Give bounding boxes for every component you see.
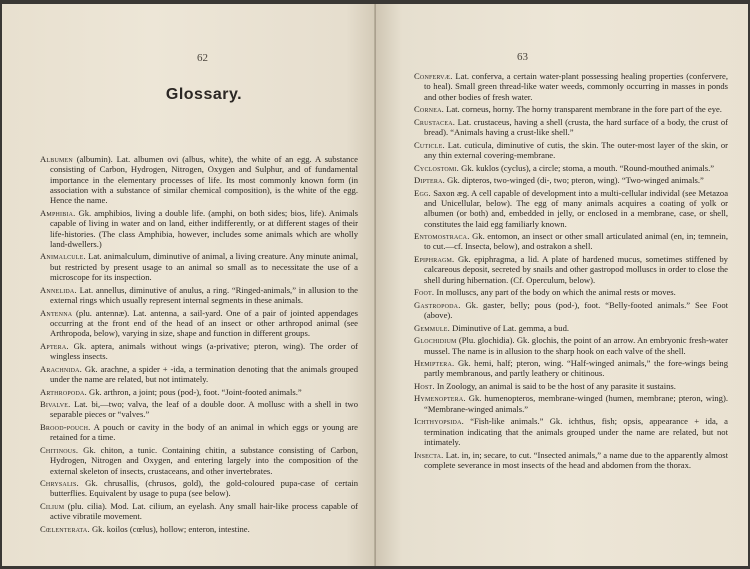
entry-term: Aptera. (40, 340, 69, 351)
entry-definition: Lat. annellus, diminutive of anulus, a ring. “Ringed-animals,” in allusion to the external rings which usually represent internal segments in these animals. (50, 284, 358, 306)
entry-definition: Saxon æg. A cell capable of development into a multi-cellular individal (see Metazoa and Unicellular, below). The egg of many animals acquires a coating of yolk or albumen (or both) and, embedded in jelly, or enclosed in a membrane, case, or shell, constitutes the laid egg familiarly known. (424, 187, 729, 229)
entry-term: Egg. (414, 187, 431, 198)
entry-term: Chitinous. (40, 444, 79, 455)
entry-term: Arthropoda. (40, 386, 87, 397)
left-glossary-entries (40, 154, 358, 536)
glossary-entry (414, 416, 728, 447)
entry-definition: Lat. bi,—two; valva, the leaf of a double door. A mollusc with a shell in two separable pieces or “valves.” (50, 399, 358, 420)
glossary-entry (414, 335, 728, 356)
entry-definition: Gk. epiphragma, a lid. A plate of hardened mucus, sometimes stiffened by calcareous deposit, secreted by snails and other gastropod molluscs in order to close the shell during hibernation. (Cf. Operculum, below). (424, 254, 728, 285)
glossary-entry (40, 399, 358, 420)
entry-term: Crustacea. (414, 116, 456, 127)
entry-definition: Gk. kuklos (cyclus), a circle; stoma, a mouth. “Round-mouthed animals.” (461, 162, 715, 173)
glossary-entry (414, 104, 728, 114)
glossary-entry (40, 364, 358, 385)
entry-definition: Lat. cuticula, diminutive of cutis, the skin. The outer-most layer of the skin, or any thin external covering-membrane. (424, 139, 728, 160)
entry-definition: “Fish-like animals.” Gk. ichthus, fish; opsis, appearance + ida, a termination indicating that the animals grouped under the name are related, but not intimately. (424, 416, 728, 447)
entry-term: Cilium (40, 500, 65, 511)
entry-definition: Gk. arthron, a joint; pous (pod-), foot. “Joint-footed animals.” (89, 386, 302, 397)
glossary-entry (40, 422, 358, 443)
entry-definition: Lat. corneus, horny. The horny transparent membrane in the fore part of the eye. (446, 104, 722, 115)
entry-definition: Lat. crustaceus, having a shell (crusta, the hard surface of a body, the crust of bread). “Animals having a crust-like shell.” (424, 116, 728, 138)
entry-term: Gastropoda. (414, 299, 461, 310)
glossary-entry (40, 308, 358, 339)
glossary-title: Glossary. (165, 86, 243, 103)
entry-definition: Gk. aptera, animals without wings (a-privative; pteron, wing). The order of wingless insects. (50, 340, 359, 362)
entry-definition: Gk. dipteros, two-winged (di-, two; pteron, wing). “Two-winged animals.” (447, 175, 704, 186)
entry-definition: Lat. in, in; secare, to cut. “Insected animals,” a name due to the apparently almost complete severance in most insects of the head and abdomen from the thorax. (424, 449, 728, 470)
glossary-entry (414, 358, 728, 379)
glossary-entry (40, 524, 358, 534)
entry-term: Amphibia. (40, 207, 76, 218)
entry-term: Brood-pouch. (40, 421, 91, 432)
entry-term: Cyclostomi. (414, 162, 459, 173)
entry-term: Cœlenterata. (40, 523, 90, 534)
right-glossary-entries (414, 71, 728, 472)
entry-definition: (albumin). Lat. albumen ovi (albus, white), the white of an egg. A substance consisting of Carbon, Hydrogen, Nitrogen, Oxygen and Sulphur, and of fundamental importance in the elementary processes of life. Its most commonly known form (in association with a substance of similar chemical composition), is the white of the egg. Hence the name. (50, 154, 358, 206)
entry-definition: (Plu. glochidia). Gk. glochis, the point of an arrow. An embryonic fresh-water mussel. The name is in allusion to the sharp hook on each valve of the shell. (424, 335, 728, 356)
entry-term: Confervæ. (414, 71, 453, 81)
entry-definition: In Zoology, an animal is said to be the host of any parasite it sustains. (436, 380, 676, 391)
entry-definition: Lat. animalculum, diminutive of animal, a living creature. Any minute animal, but restricted by present usage to an animal so small as to necessitate the use of a microscope for its inspection. (50, 251, 358, 283)
glossary-entry (414, 71, 728, 102)
entry-term: Diptera. (414, 175, 445, 186)
glossary-entry (414, 175, 728, 185)
entry-definition: Gk. chiton, a tunic. Containing chitin, a substance consisting of Carbon, Hydrogen, Nitrogen and Oxygen, and entering largely into the composition of the external skeleton of insects, crustaceans, and other invertebrates. (50, 444, 358, 476)
glossary-entry (40, 445, 358, 476)
entry-term: Foot. (414, 287, 435, 298)
entry-definition: In molluscs, any part of the body on which the animal rests or moves. (436, 287, 676, 298)
entry-definition: Gk. gaster, belly; pous (pod-), foot. “Belly-footed animals.” See Foot (above). (424, 299, 729, 321)
glossary-entry (414, 450, 728, 471)
glossary-entry (414, 287, 728, 297)
right-page (376, 4, 748, 566)
entry-term: Hemiptera. (414, 358, 455, 369)
entry-definition: (plu. antennæ). Lat. antenna, a sail-yard. One of a pair of jointed appendages occurring at the front end of the head of an insect or other arthropod animal (see Arthropoda, below), varying in size, shape and function in different groups. (50, 307, 358, 339)
entry-term: Host. (414, 380, 435, 391)
glossary-entry (414, 231, 728, 252)
entry-definition: Gk. hemi, half; pteron, wing. “Half-winged animals,” the fore-wings being partly membranous, and partly leathery or chitinous. (424, 358, 728, 379)
entry-definition: Gk. chrusallis, (chrusos, gold), the gold-coloured pupa-case of certain butterflies. Equivalent by usage to pupa (see below). (50, 478, 358, 499)
glossary-entry (40, 387, 358, 397)
entry-term: Cornea. (414, 104, 444, 115)
entry-term: Chrysalis. (40, 478, 79, 489)
glossary-entry (40, 251, 358, 282)
glossary-entry (414, 381, 728, 391)
entry-term: Antenna (40, 307, 73, 318)
entry-definition: Gk. entomon, an insect or other small articulated animal (en, in; temnein, to cut.—cf. Insecta, below), and ostrakon a shell. (424, 231, 728, 252)
entry-term: Arachnida. (40, 363, 83, 374)
entry-term: Albumen (40, 154, 73, 164)
entry-term: Bivalve. (40, 399, 71, 410)
entry-term: Entomostraca. (414, 231, 470, 242)
glossary-entry (40, 478, 358, 499)
entry-definition: Diminutive of Lat. gemma, a bud. (452, 322, 570, 333)
glossary-entry (414, 393, 728, 414)
entry-term: Ichthyopsida. (414, 416, 464, 427)
entry-term: Cuticle. (414, 139, 445, 150)
glossary-entry (414, 117, 728, 138)
glossary-entry (414, 140, 728, 161)
glossary-entry (414, 188, 728, 229)
left-page (2, 4, 376, 566)
entry-term: Animalcule. (40, 251, 86, 262)
glossary-entry (40, 285, 358, 306)
glossary-entry (40, 501, 358, 522)
entry-term: Hymenoptera. (414, 393, 466, 404)
entry-definition: Lat. conferva, a certain water-plant possessing healing properties (confervere, to heal). Small green thread-like water weeds, commonly occurring in masses in ponds and other bodies of fresh water. (424, 71, 729, 102)
entry-definition: Gk. amphibios, living a double life. (amphi, on both sides; bios, life). Animals capable of living in water and on land, either indifferently, or at different stages of their life-histories. (The class Amphibia, however, includes some animals which are wholly land-dwellers.) (50, 207, 358, 249)
entry-term: Insecta. (414, 449, 444, 460)
page-number-right: 63 (517, 51, 528, 63)
entry-term: Epiphragm. (414, 254, 455, 264)
entry-term: Glochidium (414, 335, 457, 346)
glossary-entry (40, 154, 358, 206)
entry-definition: (plu. cilia). Mod. Lat. cilium, an eyelash. Any small hair-like process capable of active vibratile movement. (50, 500, 358, 522)
entry-term: Gemmule. (414, 322, 450, 333)
entry-definition: A pouch or cavity in the body of an animal in which eggs or young are retained for a time. (50, 421, 358, 443)
glossary-entry (414, 323, 728, 333)
entry-term: Annelida. (40, 284, 77, 295)
glossary-entry (414, 163, 728, 173)
glossary-entry (414, 254, 728, 285)
entry-definition: Gk. humenopteros, membrane-winged (humen, membrane; pteron, wing). “Membrane-winged animals.” (424, 393, 728, 414)
entry-definition: Gk. arachne, a spider + -ida, a termination denoting that the animals grouped under the name are related, but not intimately. (50, 363, 358, 384)
entry-definition: Gk. koilos (cœlus), hollow; enteron, intestine. (91, 523, 250, 534)
page-number-left: 62 (197, 52, 208, 64)
glossary-entry (414, 300, 728, 321)
glossary-entry (40, 341, 358, 362)
glossary-entry (40, 208, 358, 249)
